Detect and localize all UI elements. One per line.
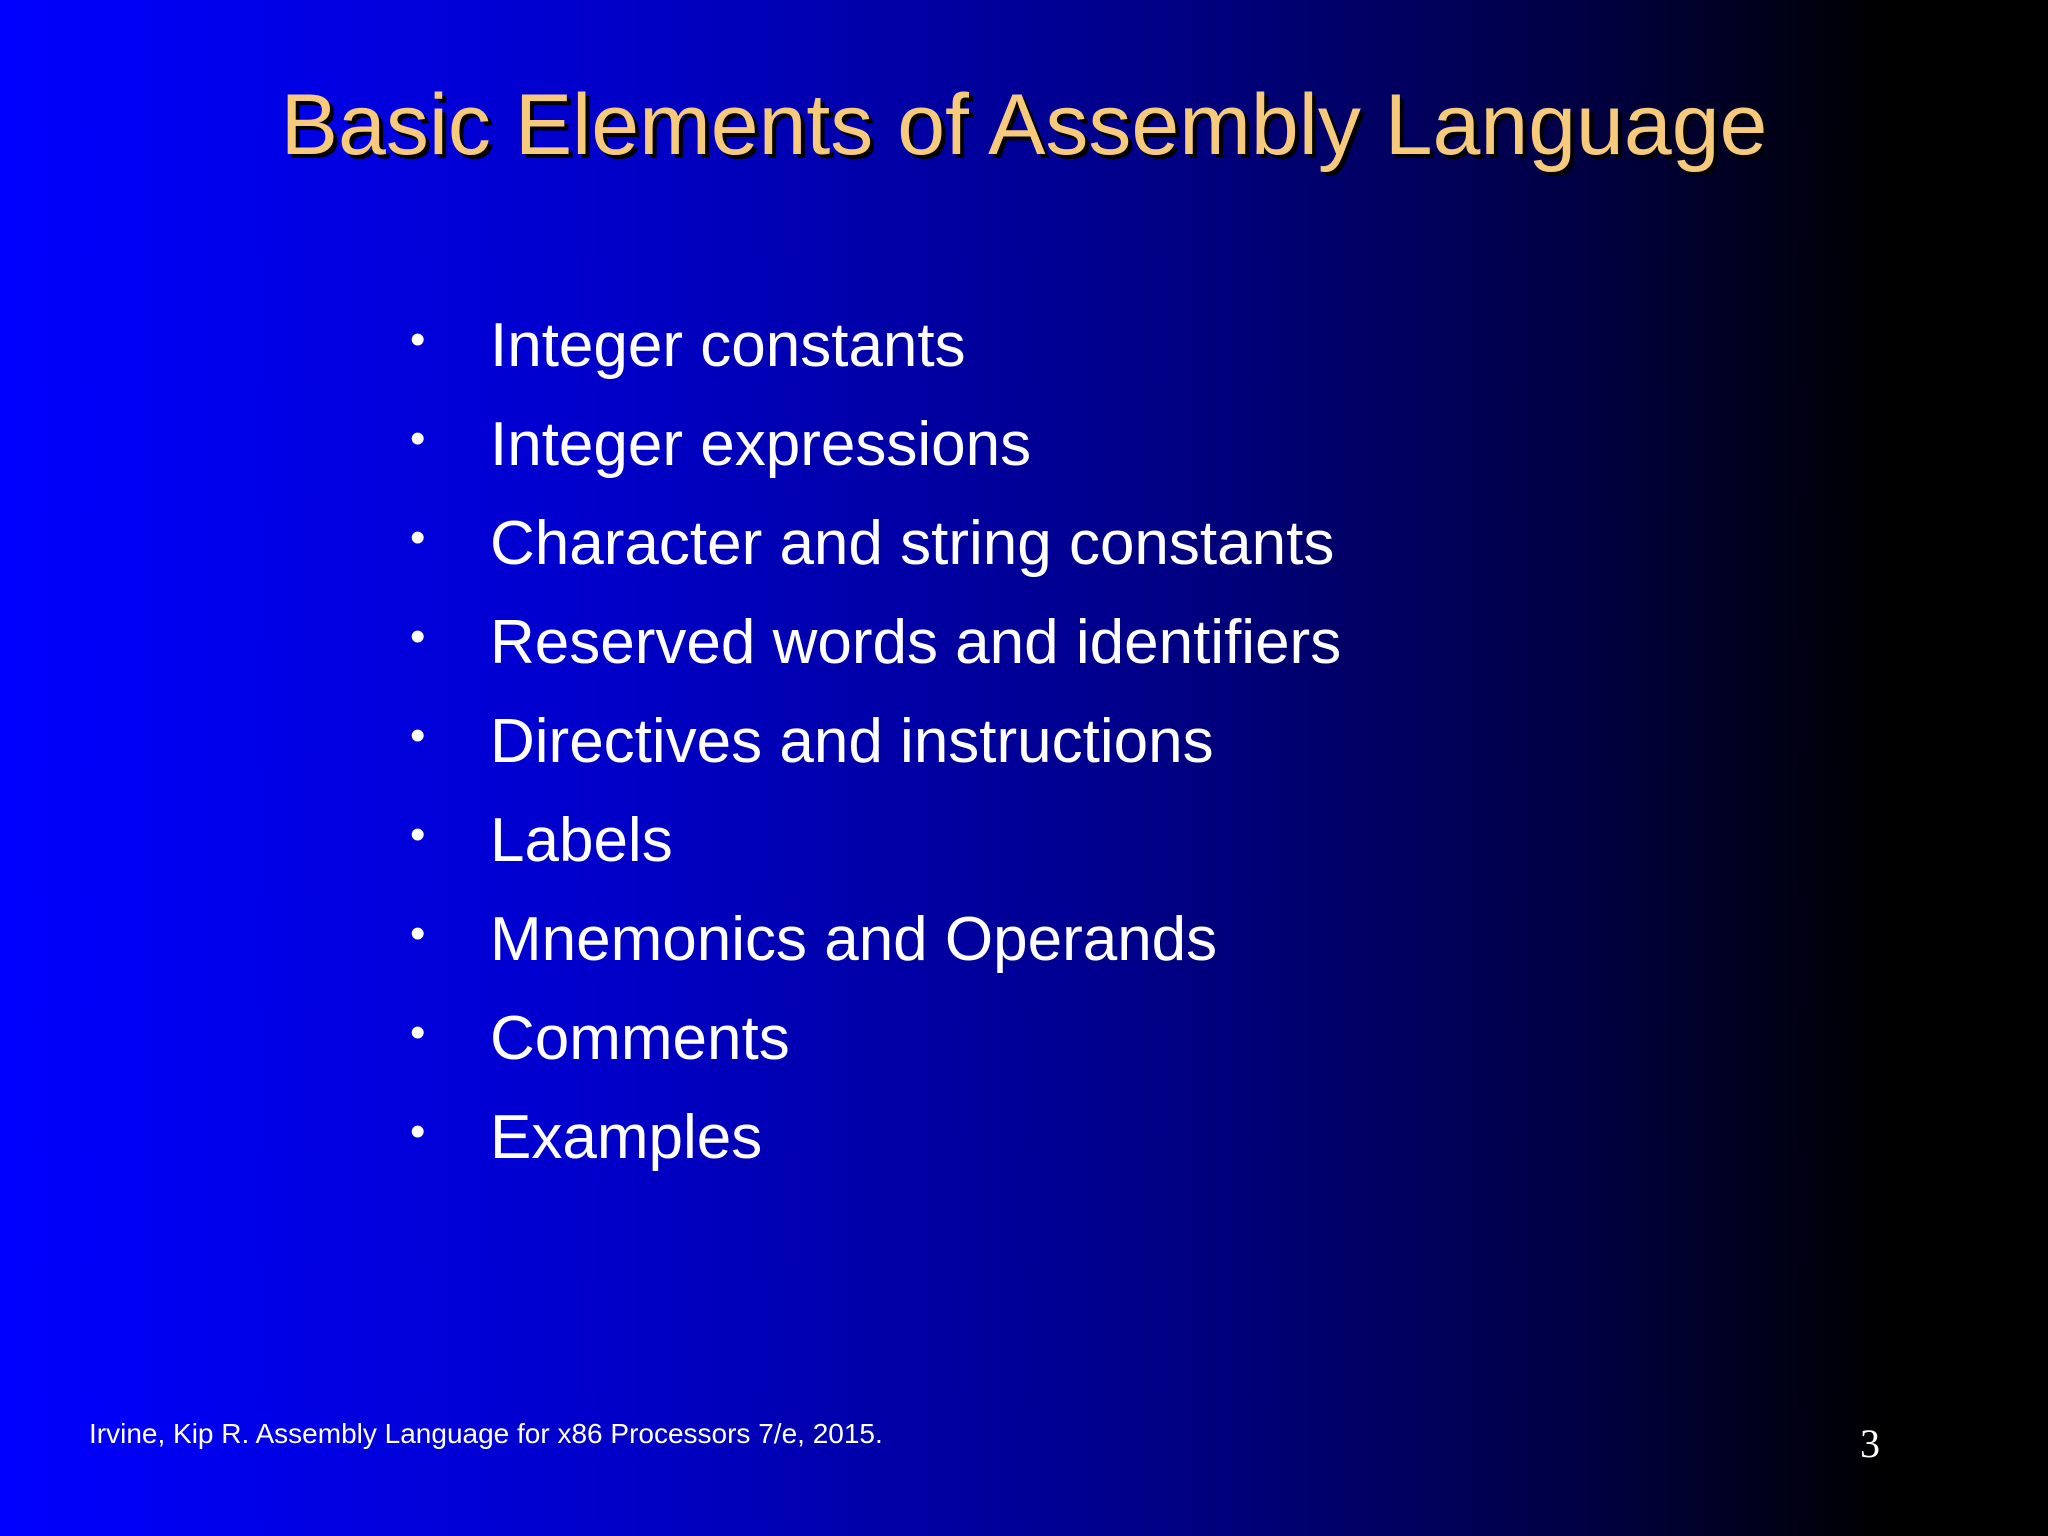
bullet-icon: • (410, 314, 426, 364)
bullet-item (410, 890, 1341, 989)
bullet-text: Directives and instructions (490, 707, 1214, 776)
bullet-icon: • (410, 1007, 426, 1057)
bullet-text: Integer constants (490, 311, 966, 380)
page-number: 3 (1860, 1421, 1880, 1466)
bullet-text: Examples (490, 1103, 763, 1172)
bullet-text: Comments (490, 1004, 790, 1073)
bullet-item (410, 395, 1341, 494)
bullet-item (410, 692, 1341, 791)
bullet-icon: • (410, 710, 426, 760)
bullet-item (410, 494, 1341, 593)
bullet-text: Integer expressions (490, 410, 1032, 479)
bullet-text: Character and string constants (490, 509, 1335, 578)
bullet-list (410, 296, 1341, 1187)
bullet-text: Mnemonics and Operands (490, 905, 1218, 974)
bullet-item (410, 791, 1341, 890)
bullet-item (410, 989, 1341, 1088)
bullet-item (410, 296, 1341, 395)
bullet-item (410, 1088, 1341, 1187)
bullet-icon: • (410, 611, 426, 661)
bullet-item (410, 593, 1341, 692)
bullet-text: Reserved words and identifiers (490, 608, 1342, 677)
bullet-icon: • (410, 908, 426, 958)
bullet-text: Labels (490, 806, 673, 875)
footer-citation: Irvine, Kip R. Assembly Language for x86 Processors 7/e, 2015. (89, 1418, 883, 1449)
bullet-icon: • (410, 1106, 426, 1156)
bullet-icon: • (410, 413, 426, 463)
bullet-icon: • (410, 809, 426, 859)
slide-title: Basic Elements of Assembly Language (280, 77, 1768, 173)
bullet-icon: • (410, 512, 426, 562)
